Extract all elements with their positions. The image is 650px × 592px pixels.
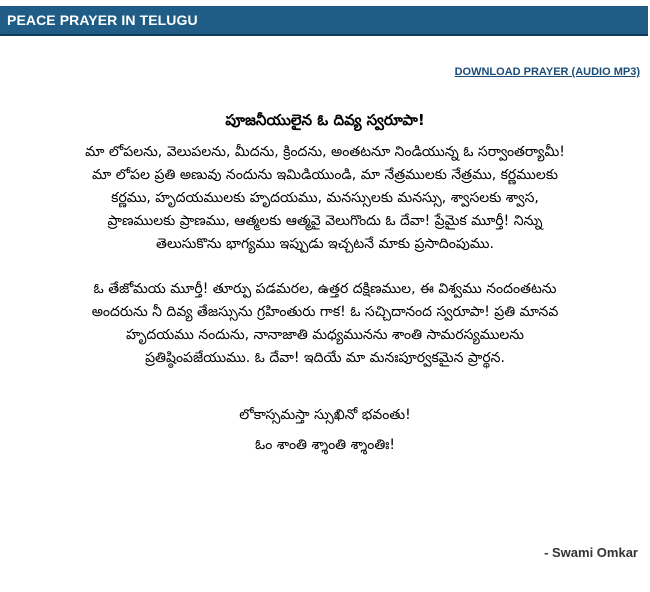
- author-signature: - Swami Omkar: [544, 545, 638, 560]
- prayer-line: మా లోపలను, వెలుపలను, మీదను, క్రిందను, అంతటనూ నిండియున్న ఓ సర్వాంతర్యామీ!: [85, 144, 565, 160]
- prayer-line: ప్రతిష్ఠింపజేయుము. ఓ దేవా! ఇదియే మా మనఃపూర్వకమైన ప్రార్థన.: [145, 350, 505, 366]
- closing-line-1: లోకాస్సమస్తా స్సుఖినో భవంతు!: [239, 407, 411, 423]
- prayer-line: కర్ణము, హృదయములకు హృదయము, మనస్సులకు మనస్సు, శ్వాసలకు శ్వాస,: [111, 190, 539, 206]
- closing-line-2: ఓం శాంతి శ్శాంతి శ్శాంతిః!: [254, 437, 396, 453]
- prayer-line: తెలుసుకొను భాగ్యము ఇప్పుడు ఇచ్చటనే మాకు ప్రసాదింపుము.: [156, 236, 494, 252]
- header-bar: [0, 6, 648, 36]
- download-prayer-link[interactable]: DOWNLOAD PRAYER (AUDIO MP3): [454, 66, 640, 78]
- prayer-paragraph-1: [5, 141, 645, 256]
- prayer-line: ఓ తేజోమయ మూర్తీ! తూర్పు పడమరల, ఉత్తర దక్షిణముల, ఈ విశ్వము నందంతటను: [93, 281, 557, 297]
- page-title: PEACE PRAYER IN TELUGU: [7, 12, 198, 28]
- prayer-heading: పూజనీయులైన ఓ దివ్య స్వరూపా!: [225, 111, 425, 129]
- prayer-line: అందరును నీ దివ్య తేజస్సును గ్రహింతురు గాక! ఓ సచ్చిదానంద స్వరూపా! ప్రతి మానవ: [91, 304, 559, 320]
- prayer-line: ప్రాణములకు ప్రాణము, ఆత్మలకు ఆత్మవై వెలుగొందు ఓ దేవా! ప్రేమైక మూర్తీ! నిన్ను: [107, 213, 543, 229]
- prayer-line: మా లోపల ప్రతి అణువు నందును ఇమిడియుండి, మా నేత్రములకు నేత్రము, కర్ణములకు: [92, 167, 558, 183]
- prayer-content: [0, 107, 650, 460]
- prayer-line: హృదయము నందును, నానాజాతి మధ్యమునను శాంతి సామరస్యములను: [125, 327, 525, 343]
- prayer-closing: [0, 400, 650, 460]
- prayer-paragraph-2: [5, 278, 645, 370]
